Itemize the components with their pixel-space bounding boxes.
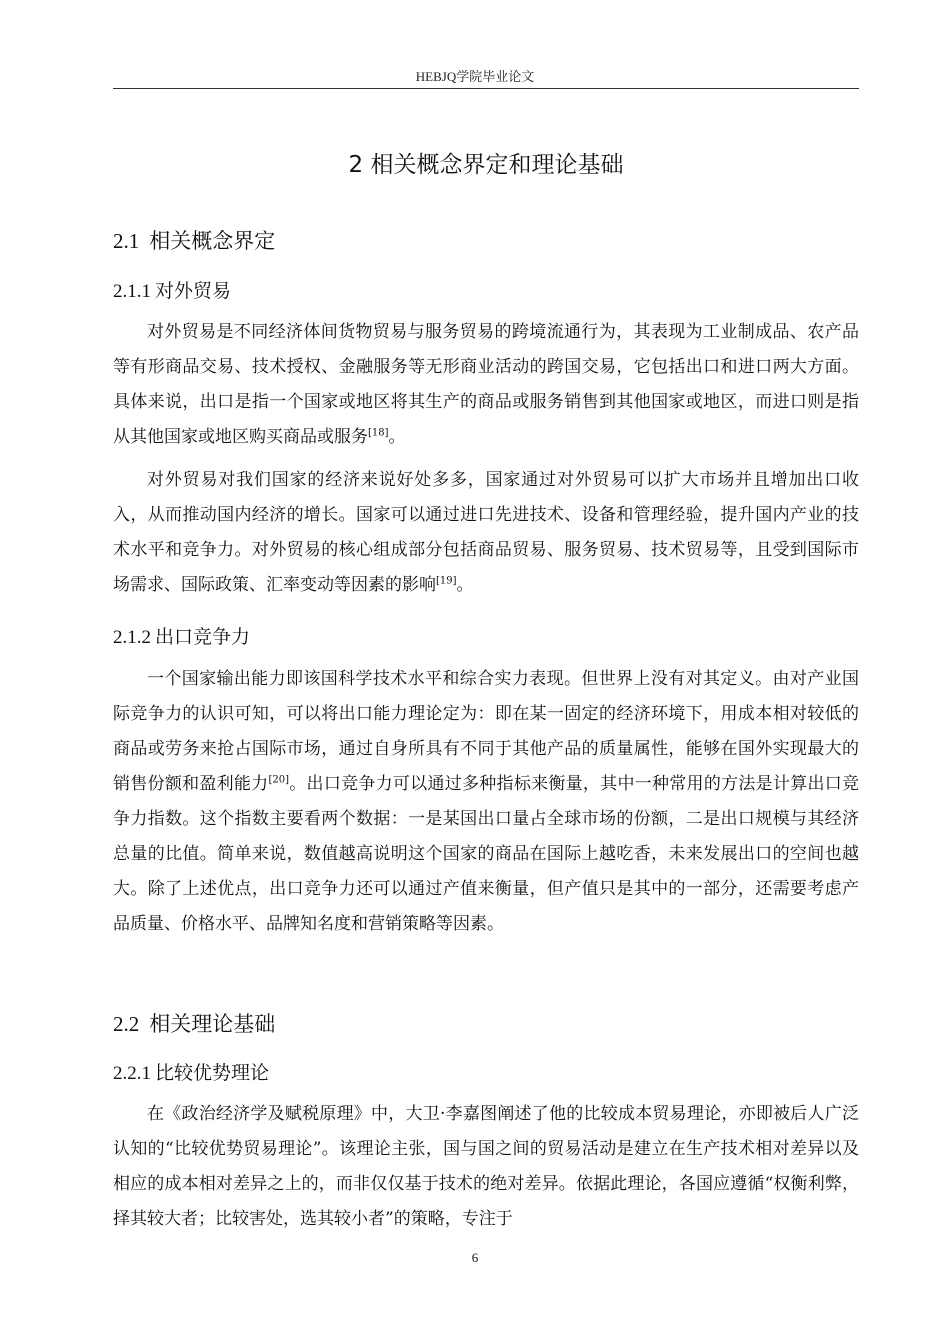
paragraph-text: 对外贸易是不同经济体间货物贸易与服务贸易的跨境流通行为，其表现为工业制成品、农产品等有形商品交易、技术授权、金融服务等无形商业活动的跨国交易，它包括出口和进口两大方面。具体来说，出口是指一个国家或地区将其生产的商品或服务销售到其他国家或地区，而进口则是指从其他国家或地区购买商品或服务 — [113, 322, 859, 447]
section-heading — [113, 1008, 275, 1038]
subsection-title: 对外贸易 — [155, 280, 232, 302]
subsection-number: 2.1.1 — [113, 281, 151, 302]
subsection-heading — [113, 622, 250, 649]
section-number: 2.1 — [113, 229, 140, 253]
header-rule — [113, 88, 859, 89]
paragraph — [113, 662, 859, 942]
paragraph — [113, 315, 859, 455]
subsection-heading — [113, 1058, 269, 1085]
paragraph-text: 一个国家输出能力即该国科学技术水平和综合实力表现。但世界上没有对其定义。由对产业国际竞争力的认识可知，可以将出口能力理论定为：即在某一固定的经济环境下，用成本相对较低的商品或劳务来抢占国际市场，通过自身所具有不同于其他产品的质量属性，能够在国外实现最大的销售份额和盈利能力 — [113, 669, 859, 794]
page-number: 6 — [471, 1250, 479, 1265]
chapter-title: 2 相关概念界定和理论基础 — [348, 152, 624, 178]
section-title: 相关概念界定 — [149, 229, 276, 253]
section-heading — [113, 225, 275, 255]
paragraph-tail: 。 — [388, 427, 406, 447]
subsection-heading — [113, 276, 231, 303]
section-title: 相关理论基础 — [149, 1012, 276, 1036]
paragraph-text: 对外贸易对我们国家的经济来说好处多多，国家通过对外贸易可以扩大市场并且增加出口收入，从而推动国内经济的增长。国家可以通过进口先进技术、设备和管理经验，提升国内产业的技术水平和竞争力。对外贸易的核心组成部分包括商品贸易、服务贸易、技术贸易等，且受到国际市场需求、国际政策、汇率变动等因素的影响 — [113, 470, 859, 595]
subsection-number: 2.2.1 — [113, 1063, 151, 1084]
paragraph-tail: 。 — [456, 575, 474, 595]
subsection-number: 2.1.2 — [113, 627, 151, 648]
citation: [20] — [268, 774, 289, 786]
subsection-title: 出口竞争力 — [155, 626, 251, 648]
subsection-title: 比较优势理论 — [155, 1062, 270, 1084]
paragraph-text: 在《政治经济学及赋税原理》中，大卫·李嘉图阐述了他的比较成本贸易理论，亦即被后人广泛认知的“比较优势贸易理论”。该理论主张，国与国之间的贸易活动是建立在生产技术相对差异以及相应的成本相对差异之上的，而非仅仅基于技术的绝对差异。依据此理论，各国应遵循“权衡利弊，择其较大者；比较害处，选其较小者”的策略，专注于 — [113, 1104, 859, 1229]
running-header: HEBJQ学院毕业论文 — [415, 69, 535, 84]
paragraph — [113, 1097, 859, 1237]
citation: [19] — [436, 575, 457, 587]
citation: [18] — [368, 427, 389, 439]
section-number: 2.2 — [113, 1012, 140, 1036]
paragraph-tail: 。出口竞争力可以通过多种指标来衡量，其中一种常用的方法是计算出口竞争力指数。这个指数主要看两个数据：一是某国出口量占全球市场的份额，二是出口规模与其经济总量的比值。简单来说，数值越高说明这个国家的商品在国际上越吃香，未来发展出口的空间也越大。除了上述优点，出口竞争力还可以通过产值来衡量，但产值只是其中的一部分，还需要考虑产品质量、价格水平、品牌知名度和营销策略等因素。 — [113, 774, 860, 934]
paragraph — [113, 463, 859, 603]
